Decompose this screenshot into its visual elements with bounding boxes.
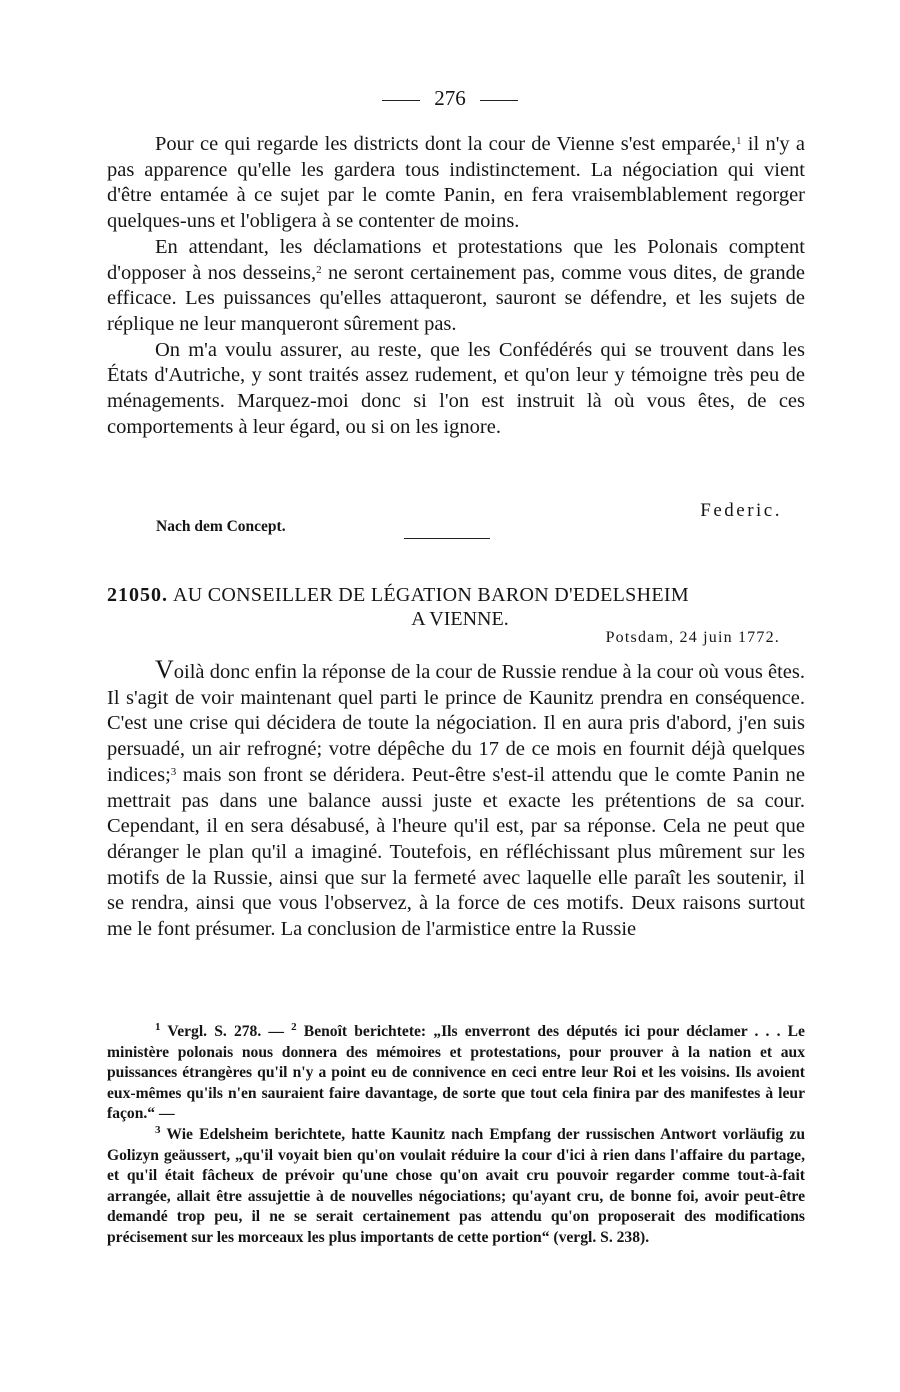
section-divider (404, 538, 490, 539)
page-number (0, 86, 900, 111)
letter-title-line-1: AU CONSEILLER DE LÉGATION BARON D'EDELSHEIM (173, 584, 689, 606)
page-number-dash-right (480, 100, 518, 101)
letter-number: 21050. (107, 584, 168, 606)
page-number-text: 276 (434, 86, 466, 110)
letter-2-heading (107, 583, 805, 631)
letter-1-paragraph-2: En attendant, les déclamations et protestations que les Polonais comptent d'opposer à nos desseins,$^2$ ne seront certainement pas, comme vous dites, de grande efficace. Les puissances qu'elles attaqueront, sauront se défendre, et les sujets de réplique ne leur manqueront sûrement pas. (107, 235, 805, 335)
letter-1-paragraph-3: On m'a voulu assurer, au reste, que les Confédérés qui se trouvent dans les États d'Autriche, y sont traités assez rudement, et qu'on leur y témoigne très peu de ménagements. Marquez-moi donc si l'on est instruit là où vous êtes, de ces comportements à leur égard, ou si on les ignore. (107, 338, 805, 438)
letter-2-paragraph: Voilà donc enfin la réponse de la cour de Russie rendue à la cour où vous êtes. Il s'agit de voir maintenant quel parti le prince de Kaunitz prendra en conséquence. C'est une crise qui décidera de toute la négociation. Il en aura pris d'abord, j'en suis persuadé, un air refrogné; votre dépêche du 17 de ce mois en fournit déjà quelques indices;$^3$ mais son front se déridera. Peut-être s'est-il attendu que le comte Panin ne mettrait pas dans une balance aussi juste et exacte les prétentions de sa cour. Cependant, il en sera désabusé, à l'heure qu'il est, par sa réponse. Cela ne peut que déranger le plan qu'il a imaginé. Toutefois, en réfléchissant plus mûrement sur les motifs de la Russie, ainsi que sur la fermeté avec laquelle elle paraît les soutenir, il se rendra, ainsi que vous l'observez, à la force de ces motifs. Deux raisons surtout me le font présumer. La conclusion de l'armistice entre la Russie (107, 655, 805, 941)
letter-1-body (107, 132, 805, 440)
footnotes (107, 1022, 805, 1249)
footnote-mark-3: 3 (170, 765, 177, 778)
signature: Federic. (700, 500, 782, 521)
letter-1-paragraph-1: Pour ce qui regarde les districts dont la cour de Vienne s'est emparée,$^1$ il n'y a pas apparence qu'elle les gardera tous indistinctement. La négociation qui vient d'être entamée à ce sujet par le comte Panin, en fera vraisemblablement regorger quelques-uns et l'obligera à se contenter de moins. (107, 133, 806, 233)
drop-cap: V (155, 655, 174, 684)
page-number-dash-left (382, 100, 420, 101)
letter-2-body (107, 657, 805, 943)
source-note: Nach dem Concept. (156, 518, 286, 535)
letter-title-line-2: A VIENNE. (411, 608, 509, 630)
footnote-mark-2: 2 (316, 263, 322, 276)
footnote-1-2: $^1$ Vergl. S. 278. — $^2$ Benoît berichtete: „Ils enverront des députés ici pour déclamer . . . Le ministère polonais nous donnera des mémoires et protestations, pour prouver à la nation et aux puissances étrangères qu'il n'y a point eu de connivence en ceci entre leur Roi et les voisins. Ils avoient eux-mêmes qu'ils n'en sauraient faire davantage, de sorte que tout cela finira par des manifestes à leur façon.“ — (107, 1021, 805, 1123)
footnote-mark-1: 1 (736, 135, 742, 147)
footnote-3: $^3$ Wie Edelsheim berichtete, hatte Kaunitz nach Empfang der russischen Antwort vorläufig zu Golizyn geäussert, „qu'il voyait bien qu'on voulait réduire la cour d'ici à rien dans l'affaire du partage, et qu'il était fâcheux de prévoir qu'une chose qu'on avait cru pouvoir regarder comme tout-à-fait arrangée, allait être assujettie à de nouvelles négociations; qu'ayant cru, de bonne foi, avoir peut-être demandé trop peu, il ne se serait certainement pas attendu qu'on proposerait des modifications précisement sur les morceaux les plus importants de cette portion“ (vergl. S. 238). (107, 1123, 805, 1246)
dateline: Potsdam, 24 juin 1772. (605, 629, 780, 646)
